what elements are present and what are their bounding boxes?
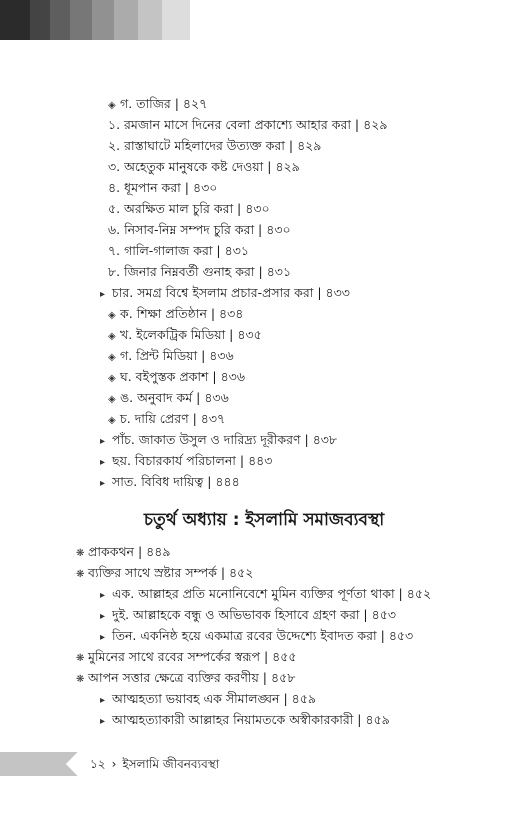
bullet-diamond-icon: ◈ <box>108 310 116 321</box>
toc-entry <box>108 117 387 133</box>
toc-entry-text: আত্মহত্যা ভয়াবহ এক সীমালঙ্ঘন | ৪৫৯ <box>112 691 316 706</box>
toc-entry-text: পাঁচ. জাকাত উসুল ও দারিদ্র্য দূরীকরণ | ৪৩৮ <box>112 432 338 447</box>
header-shade <box>0 0 30 40</box>
toc-entry <box>108 348 234 366</box>
chapter-heading: চতুর্থ অধ্যায় : ইসলামি সমাজব্যবস্থা <box>143 510 385 530</box>
toc-entry-text: তিন. একনিষ্ঠ হয়ে একমাত্র রবের উদ্দেশ্যে ইবাদত করা | ৪৫৩ <box>112 628 414 643</box>
toc-entry-text: ঙ. অনুবাদ কর্ম | ৪৩৬ <box>120 390 229 405</box>
bullet-flower-icon: ❋ <box>76 653 85 664</box>
toc-entry-text: সাত. বিবিধ দায়িত্ব | ৪৪৪ <box>112 474 240 489</box>
toc-entry-text: খ. ইলেকট্রিক মিডিয়া | ৪৩৫ <box>120 327 262 342</box>
running-title: ইসলামি জীবনব্যবস্থা <box>122 757 220 771</box>
toc-entry-text: গ. তাজির | ৪২৭ <box>120 96 208 111</box>
chevron-right-icon: › <box>111 757 117 771</box>
toc-entry <box>100 474 240 492</box>
toc-entry-text: প্রাককথন | ৪৪৯ <box>88 544 171 559</box>
header-shade <box>114 0 138 40</box>
toc-entry <box>108 201 270 217</box>
header-shade <box>30 0 50 40</box>
toc-entry <box>100 453 272 471</box>
header-shade <box>70 0 92 40</box>
bullet-arrow-icon: ▸ <box>100 695 106 706</box>
toc-entry <box>100 586 431 604</box>
bullet-flower-icon: ❋ <box>76 569 85 580</box>
toc-entry-text: মুমিনের সাথে রবের সম্পর্কের স্বরূপ | ৪৫৫ <box>88 649 297 664</box>
toc-entry-text: ২. রাস্তাঘাটে মহিলাদের উত্যক্ত করা | ৪২৯ <box>108 138 322 153</box>
bullet-arrow-icon: ▸ <box>100 611 106 622</box>
page-footer <box>90 756 219 772</box>
toc-entry <box>108 243 249 259</box>
bullet-arrow-icon: ▸ <box>100 632 106 643</box>
bullet-arrow-icon: ▸ <box>100 436 106 447</box>
bullet-diamond-icon: ◈ <box>108 373 116 384</box>
toc-entry <box>108 96 207 114</box>
header-shade <box>138 0 162 40</box>
bullet-diamond-icon: ◈ <box>108 415 116 426</box>
toc-entry-text: ৫. অরক্ষিত মাল চুরি করা | ৪৩০ <box>108 201 270 216</box>
toc-entry <box>76 670 295 688</box>
toc-entry-text: আপন সত্তার ক্ষেত্রে ব্যক্তির করণীয় | ৪৫৮ <box>88 670 296 685</box>
header-gradient-bar <box>0 0 190 40</box>
toc-entry-text: ৪. ধূমপান করা | ৪৩০ <box>108 180 218 195</box>
page-number: ১২ <box>90 757 106 771</box>
bullet-arrow-icon: ▸ <box>100 457 106 468</box>
toc-entry <box>108 138 321 154</box>
bullet-arrow-icon: ▸ <box>100 289 106 300</box>
toc-entry-text: ৬. নিসাব-নিম্ন সম্পদ চুরি করা | ৪৩০ <box>108 222 291 237</box>
toc-entry <box>108 264 291 280</box>
toc-entry-text: ব্যক্তির সাথে স্রষ্টার সম্পর্ক | ৪৫২ <box>88 565 254 580</box>
toc-entry <box>100 607 396 625</box>
toc-entry <box>100 432 337 450</box>
bullet-flower-icon: ❋ <box>76 674 85 685</box>
toc-entry <box>76 649 297 667</box>
toc-entry-text: আত্মহত্যাকারী আল্লাহর নিয়ামতকে অস্বীকারকারী | ৪৫৯ <box>112 712 390 727</box>
toc-entry <box>108 390 229 408</box>
toc-entry <box>76 544 171 562</box>
header-shade <box>50 0 70 40</box>
toc-entry-text: ক. শিক্ষা প্রতিষ্ঠান | ৪৩৪ <box>120 306 244 321</box>
toc-entry <box>108 411 225 429</box>
toc-entry <box>76 565 253 583</box>
toc-entry-text: ১. রমজান মাসে দিনের বেলা প্রকাশ্যে আহার করা | ৪২৯ <box>108 117 388 132</box>
toc-entry-text: ৩. অহেতুক মানুষকে কষ্ট দেওয়া | ৪২৯ <box>108 159 300 174</box>
toc-entry <box>108 327 262 345</box>
toc-entry <box>100 712 390 730</box>
toc-entry-text: ৭. গালি-গালাজ করা | ৪৩১ <box>108 243 249 258</box>
bullet-diamond-icon: ◈ <box>108 394 116 405</box>
bullet-arrow-icon: ▸ <box>100 716 106 727</box>
toc-entry-text: চার. সমগ্র বিশ্বে ইসলাম প্রচার-প্রসার করা | ৪৩৩ <box>112 285 350 300</box>
toc-entry <box>108 222 291 238</box>
bullet-diamond-icon: ◈ <box>108 352 116 363</box>
header-shade <box>92 0 114 40</box>
toc-entry <box>108 369 245 387</box>
toc-entry-text: দুই. আল্লাহকে বন্ধু ও অভিভাবক হিসাবে গ্রহণ করা | ৪৫৩ <box>112 607 396 622</box>
toc-entry-text: ৮. জিনার নিম্নবর্তী গুনাহ করা | ৪৩১ <box>108 264 292 279</box>
header-shade <box>162 0 190 40</box>
toc-entry <box>108 306 243 324</box>
toc-entry-text: গ. প্রিন্ট মিডিয়া | ৪৩৬ <box>120 348 234 363</box>
toc-entry-text: চ. দায়ি প্রেরণ | ৪৩৭ <box>120 411 226 426</box>
toc-entry <box>108 159 300 175</box>
bullet-diamond-icon: ◈ <box>108 100 116 111</box>
toc-entry <box>108 180 217 196</box>
toc-entry-text: ঘ. বইপুস্তক প্রকাশ | ৪৩৬ <box>120 369 245 384</box>
bullet-flower-icon: ❋ <box>76 548 85 559</box>
bullet-diamond-icon: ◈ <box>108 331 116 342</box>
toc-entry <box>100 285 350 303</box>
toc-entry <box>100 628 413 646</box>
bullet-arrow-icon: ▸ <box>100 478 106 489</box>
toc-entry-text: ছয়. বিচারকার্য পরিচালনা | ৪৪৩ <box>112 453 273 468</box>
toc-entry-text: এক. আল্লাহর প্রতি মনোনিবেশে মুমিন ব্যক্তির পূর্ণতা থাকা | ৪৫২ <box>112 586 432 601</box>
toc-entry <box>100 691 316 709</box>
bullet-arrow-icon: ▸ <box>100 590 106 601</box>
